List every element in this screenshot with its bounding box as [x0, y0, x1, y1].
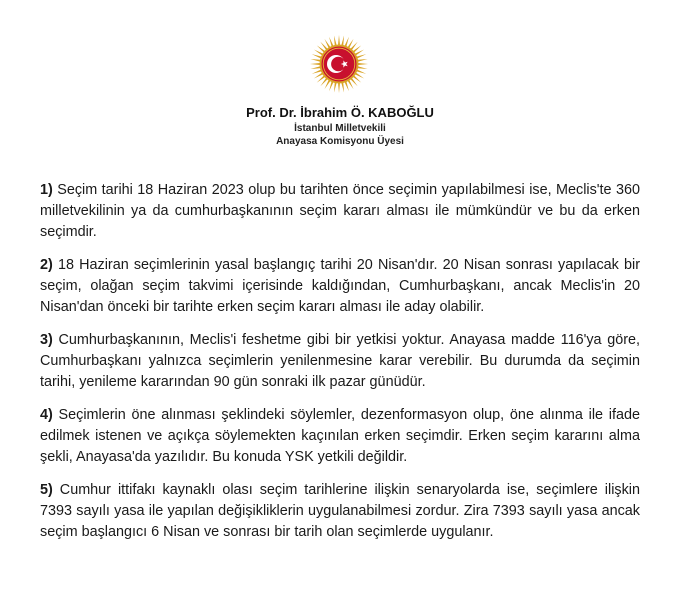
paragraph-number: 3) [40, 332, 53, 348]
paragraph-number: 5) [40, 482, 53, 498]
author-name: Prof. Dr. İbrahim Ö. KABOĞLU [246, 105, 434, 120]
paragraph-5 [40, 480, 640, 543]
paragraph-number: 4) [40, 407, 53, 423]
author-role: Anayasa Komisyonu Üyesi [276, 135, 404, 147]
paragraph-number: 2) [40, 257, 53, 273]
paragraph-2 [40, 255, 640, 318]
statement-body [40, 180, 640, 555]
paragraph-1 [40, 180, 640, 243]
letterhead [0, 105, 680, 148]
paragraph-text: Seçimlerin öne alınması şeklindeki söylemler, dezenformasyon olup, öne alınma ile ifade edilmek istenen ve açıkça söylemekten kaçınılan erken seçimdir. Erken seçim kararını alma şekli, Anayasa'da yazılıdır. Bu konuda YSK yetkili değildir. [40, 407, 640, 465]
paragraph-3 [40, 330, 640, 393]
author-constituency: İstanbul Milletvekili [294, 122, 386, 134]
paragraph-4 [40, 405, 640, 468]
paragraph-text: Seçim tarihi 18 Haziran 2023 olup bu tarihten önce seçimin yapılabilmesi ise, Meclis'te 360 milletvekilinin ya da cumhurbaşkanının seçim kararı alması ile mümkündür ve bu da erken seçimdir. [40, 182, 640, 240]
paragraph-text: 18 Haziran seçimlerinin yasal başlangıç tarihi 20 Nisan'dır. 20 Nisan sonrası yapılacak bir seçim, olağan seçim takvimi içerisinde kaldığından, Cumhurbaşkanı, ancak Meclis'in 20 Nisan'dan önceki bir tarihte erken seçim kararı alması ile aday olabilir. [40, 257, 640, 315]
paragraph-text: Cumhurbaşkanının, Meclis'i feshetme gibi bir yetkisi yoktur. Anayasa madde 116'ya göre, Cumhurbaşkanı yalnızca seçimlerin yenilenmesine karar verebilir. Bu durumda da seçimin tarihi, yenileme kararından 90 gün sonraki ilk pazar günüdür. [40, 332, 640, 390]
paragraph-number: 1) [40, 182, 53, 198]
tbmm-emblem-icon [309, 34, 369, 94]
paragraph-text: Cumhur ittifakı kaynaklı olası seçim tarihlerine ilişkin senaryolarda ise, seçimlere ilişkin 7393 sayılı yasa ile yapılan değişikliklerin uygulanabilmesi zordur. Zira 7393 sayılı yasa ancak seçim başlangıcı 6 Nisan ve sonrası bir tarih olan seçimlerde uygulanır. [40, 482, 640, 540]
